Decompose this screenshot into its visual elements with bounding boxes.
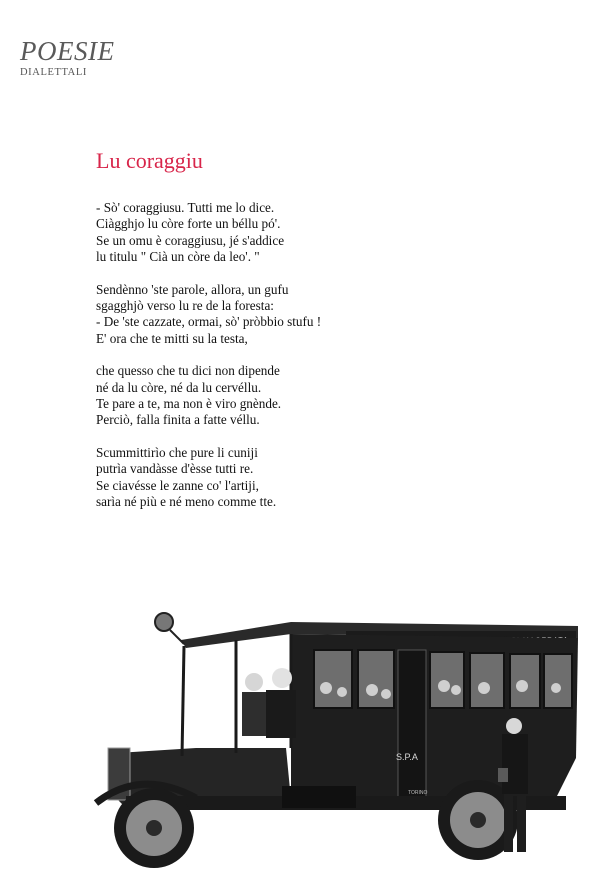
poem-line: lu titulu " Cià un còre da leo'. " xyxy=(96,249,260,265)
poem-line: Ciàgghjo lu còre forte un béllu pó'. xyxy=(96,216,281,232)
poem-line: Te pare a te, ma non è viro gnènde. xyxy=(96,396,282,412)
stanza xyxy=(96,200,416,266)
headlamp xyxy=(155,613,173,631)
cab-passengers xyxy=(242,668,296,738)
brand-subtitle: DIALETTALI xyxy=(20,67,87,78)
poem-line: sarìa né più e né meno comme tte. xyxy=(96,494,277,510)
poem-line: che quesso che tu dici non dipende xyxy=(96,363,280,379)
poem-line: Scummittirìo che pure li cuniji xyxy=(96,444,258,460)
brand-title: POESIE xyxy=(20,36,115,66)
poem-line: E' ora che te mitti su la testa, xyxy=(96,330,248,346)
poem-line: - Sò' coraggiusu. Tutti me lo dice. xyxy=(96,200,275,215)
bus-door xyxy=(398,650,426,798)
poem-body xyxy=(96,200,416,527)
bus-windows xyxy=(314,650,572,708)
step-box xyxy=(282,786,356,808)
poem-line: - De 'ste cazzate, ormai, sò' pròbbio stufu ! xyxy=(96,314,322,330)
door-sublabel: TORINO xyxy=(408,790,428,796)
stanza xyxy=(96,445,416,511)
poem-line: Se un omu è coraggiusu, jé s'addice xyxy=(96,232,285,248)
poem-line: sgagghjò verso lu re de la foresta: xyxy=(96,298,274,314)
vintage-bus-photo xyxy=(86,598,586,880)
stanza xyxy=(96,282,416,348)
poem-line: né da lu còre, né da lu cervéllu. xyxy=(96,379,262,395)
poem-line: Perciò, falla finita a fatte véllu. xyxy=(96,412,260,428)
poem-title: Lu coraggiu xyxy=(96,148,203,173)
poem-line: putrìa vandàsse d'èsse tutti re. xyxy=(96,461,254,477)
poem-line: Se ciavésse le zanne co' l'artiji, xyxy=(96,477,259,493)
poem-line: Sendènno 'ste parole, allora, un gufu xyxy=(96,281,289,297)
brand-header xyxy=(20,38,114,78)
door-label: S.P.A xyxy=(396,752,418,762)
stanza xyxy=(96,363,416,429)
front-wheel xyxy=(114,788,194,868)
